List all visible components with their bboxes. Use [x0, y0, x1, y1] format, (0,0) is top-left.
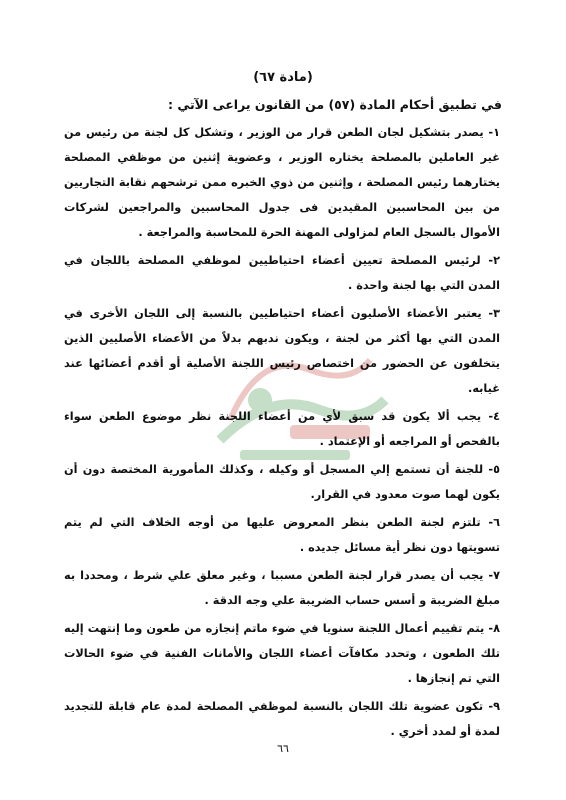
list-item: ٤- يجب ألا يكون قد سبق لأي من أعضاء اللجنة نظر موضوع الطعن سواء بالفحص أو المراجعه أو الإعتماد . [64, 410, 500, 448]
list-item: ٥- للجنة أن تستمع إلي المسجل أو وكيله ، وكذلك المأمورية المختصة دون أن يكون لهما صوت معدود في القرار. [64, 463, 500, 501]
list-item: ١- يصدر بتشكيل لجان الطعن قرار من الوزير ، وتشكل كل لجنة من رئيس من غير العاملين بالمصلحة يختاره الوزير ، وعضوية إثنين من موظفي المصلحة يختارهما رئيس المصلحة ، وإثنين من ذوي الخبره ممن ترشحهم نقابة التجاريين من بين المحاسبين المقيدين فى جدول المحاسبين والمراجعين لشركات الأموال بالسجل العام لمزاولى المهنة الحرة للمحاسبة والمراجعة . [64, 126, 500, 239]
provisions-list [64, 120, 500, 747]
list-item: ٨- يتم تقييم أعمال اللجنة سنويا في ضوء ماتم إنجازه من طعون وما إنتهت إليه تلك الطعون ، وتحدد مكافآت أعضاء اللجان والأمانات الفنية في ضوء الحالات التي تم إنجازها . [64, 622, 500, 685]
list-item: ٢- لرئيس المصلحة تعيين أعضاء احتياطيين لموظفي المصلحة باللجان في المدن التي بها لجنة واحدة . [64, 254, 500, 292]
list-item: ٦- تلتزم لجنة الطعن بنظر المعروض عليها من أوجه الخلاف التي لم يتم تسويتها دون نظر أية مسائل جديده . [64, 516, 500, 554]
intro-text: في تطبيق أحكام المادة (٥٧) من القانون يراعى الآتي : [167, 97, 502, 112]
list-item: ٧- يجب أن يصدر قرار لجنة الطعن مسببا ، وغير معلق علي شرط ، ومحددا به مبلغ الضريبة و أسس حساب الضريبة علي وجه الدقة . [64, 569, 500, 607]
list-item: ٩- تكون عضوية تلك اللجان بالنسبة لموظفي المصلحة لمدة عام قابلة للتجديد لمدة أو لمدد أخري . [64, 700, 500, 738]
article-title: (مادة ٦٧) [253, 70, 313, 85]
list-item: ٣- يعتبر الأعضاء الأصليون أعضاء احتياطيين بالنسبة إلى اللجان الأخرى في المدن التي بها أكثر من لجنة ، ويكون ندبهم بدلاً من الأعضاء الأصليين الذين يتخلفون عن الحضور من اختصاص رئيس اللجنة الأصلية أو أقدم أعضائها عند غيابه. [64, 307, 500, 395]
page-number: ٦٦ [277, 742, 289, 755]
